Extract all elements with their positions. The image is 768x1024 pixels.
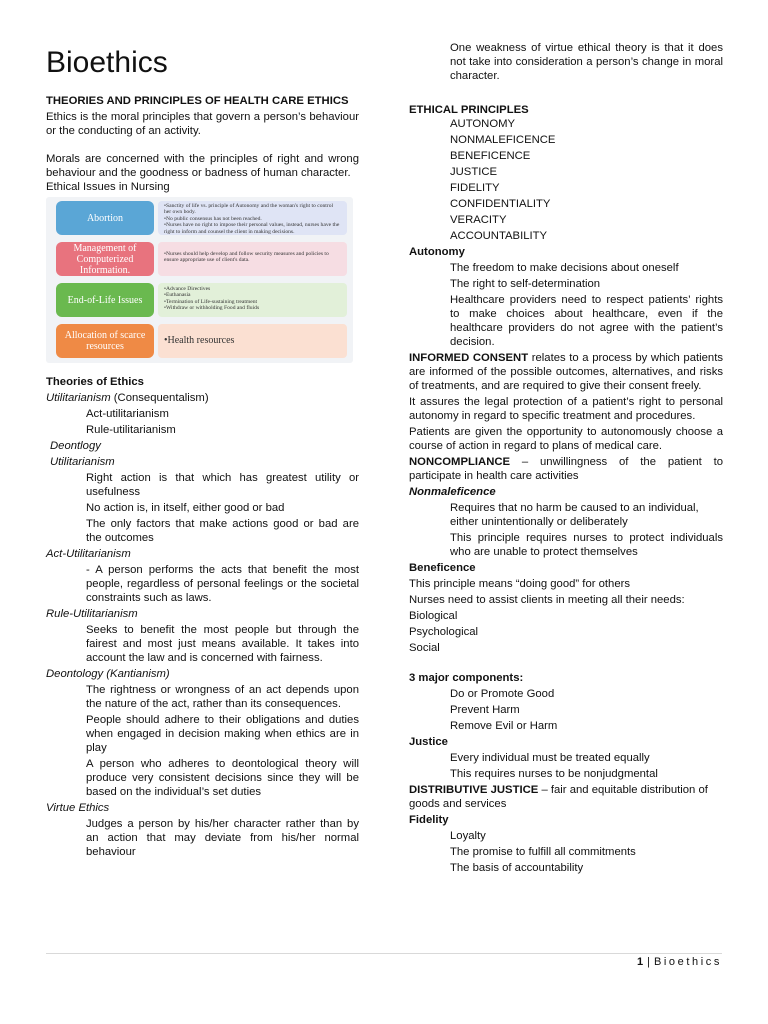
diagram-row-abortion (50, 199, 349, 237)
fidelity-point: The promise to fulfill all commitments (450, 846, 636, 858)
act-util-heading: Act-Utilitarianism (46, 548, 131, 560)
deontology-point: People should adhere to their obligations and duties when engaged in decision making when ethics are in play (86, 714, 359, 754)
distributive-justice-term: DISTRIBUTIVE JUSTICE (409, 784, 539, 796)
page-number: 1 (636, 956, 644, 968)
justice-heading: Justice (409, 736, 448, 748)
diagram-line: • Termination of Life-sustaining treatment (164, 299, 341, 305)
issues-caption: Ethical Issues in Nursing (46, 181, 170, 193)
fidelity-point: Loyalty (450, 830, 486, 842)
diagram-line: • Health resources (164, 335, 234, 346)
principle-item: FIDELITY (450, 182, 500, 194)
virtue-weakness: One weakness of virtue ethical theory is that it does not take into consideration a person’s change in moral character. (450, 42, 723, 82)
diagram-text-abortion (158, 201, 347, 235)
rule-util-heading: Rule-Utilitarianism (46, 608, 138, 620)
diagram-row-allocation (50, 322, 349, 360)
virtue-text: Judges a person by his/her character rather than by an action that may deviate from his/her normal behaviour (86, 818, 359, 858)
utilitarianism-line (46, 391, 359, 405)
deontology-point: The rightness or wrongness of an act depends upon the nature of the act, rather than its consequences. (86, 684, 359, 710)
principle-item: CONFIDENTIALITY (450, 198, 551, 210)
principle-item: JUSTICE (450, 166, 498, 178)
right-column (409, 41, 723, 877)
justice-point: Every individual must be treated equally (450, 752, 650, 764)
needs-text: Nurses need to assist clients in meeting all their needs: (409, 594, 685, 606)
need-item: Social (409, 642, 440, 654)
autonomy-heading: Autonomy (409, 246, 465, 258)
footer-divider (46, 953, 722, 954)
informed-consent-para-3: Patients are given the opportunity to autonomously choose a course of action in regard to plans of medical care. (409, 426, 723, 452)
informed-consent-text: relates to a process by which patients are informed of the possible outcomes, alternatives, and risks of treatments, and are required to give their consent freely. (409, 352, 723, 392)
diagram-label-abortion: Abortion (56, 201, 154, 235)
util-point: The only factors that make actions good or bad are the outcomes (86, 518, 359, 544)
component-item: Prevent Harm (450, 704, 520, 716)
fidelity-point: The basis of accountability (450, 862, 584, 874)
justice-point: This requires nurses to be nonjudgmental (450, 768, 658, 780)
need-item: Biological (409, 610, 458, 622)
act-util-text: - A person performs the acts that benefit the most people, regardless of personal feelings or the societal constraints such as laws. (86, 564, 359, 604)
component-item: Do or Promote Good (450, 688, 555, 700)
diagram-label-end-of-life: End-of-Life Issues (56, 283, 154, 317)
utilitarianism-label: Utilitarianism (50, 456, 115, 468)
rule-util-text: Seeks to benefit the most people but through the fairest and most just means available. It takes into account the law and is concerned with fairness. (86, 624, 359, 664)
principles-heading: ETHICAL PRINCIPLES (409, 104, 529, 116)
rule-util-item: Rule-utilitarianism (86, 424, 176, 436)
page-footer (637, 955, 722, 969)
component-item: Remove Evil or Harm (450, 720, 558, 732)
noncompliance-text: – unwillingness of the patient to participate in health care activities (409, 456, 723, 482)
ethical-issues-diagram (46, 197, 353, 363)
components-heading: 3 major components: (409, 672, 524, 684)
deontology-point: A person who adheres to deontological theory will produce very consistent decisions since they will be based on the individual’s set duties (86, 758, 359, 798)
deontology-heading: Deontology (Kantianism) (46, 668, 170, 680)
informed-consent-para-2: It assures the legal protection of a patient’s right to personal autonomy in regard to specific treatment and procedures. (409, 396, 723, 422)
util-point: Right action is that which has greatest utility or usefulness (86, 472, 359, 498)
theories-heading: Theories of Ethics (46, 376, 144, 388)
beneficence-text: This principle means “doing good” for others (409, 578, 631, 590)
diagram-text-allocation (158, 324, 347, 358)
diagram-line: • Sanctity of life vs. principle of Autonomy and the woman's right to control her own body. (164, 203, 341, 216)
beneficence-heading: Beneficence (409, 562, 476, 574)
principle-item: VERACITY (450, 214, 507, 226)
need-item: Psychological (409, 626, 479, 638)
page-title: Bioethics (46, 46, 168, 79)
diagram-line: • No public consensus has not been reached. (164, 216, 341, 222)
virtue-heading: Virtue Ethics (46, 802, 110, 814)
distributive-justice-text: – fair and equitable distribution of goods and services (409, 784, 708, 810)
diagram-label-allocation: Allocation of scarce resources (56, 324, 154, 358)
consequentialism-term: (Consequentalism) (110, 392, 209, 404)
util-point: No action is, in itself, either good or bad (86, 502, 285, 514)
principle-item: ACCOUNTABILITY (450, 230, 548, 242)
principle-item: BENEFICENCE (450, 150, 531, 162)
informed-consent-para (409, 351, 723, 393)
diagram-line: • Euthanasia (164, 292, 341, 298)
deontlogy-label: Deontlogy (50, 440, 101, 452)
autonomy-point: The freedom to make decisions about oneself (450, 262, 679, 274)
diagram-row-computerized (50, 240, 349, 278)
act-util-item: Act-utilitarianism (86, 408, 169, 420)
nonmaleficence-point: Requires that no harm be caused to an individual, either unintentionally or deliberately (450, 502, 699, 528)
utilitarianism-term: Utilitarianism (46, 392, 111, 404)
autonomy-point: The right to self-determination (450, 278, 601, 290)
nonmaleficence-point: This principle requires nurses to protect individuals who are unable to protect themselves (450, 532, 723, 558)
distributive-justice-para (409, 783, 723, 811)
diagram-line: • Withdraw or withholding Food and fluids (164, 305, 341, 311)
diagram-line: • Nurses should help develop and follow security measures and policies to ensure appropriate use of client's data. (164, 251, 341, 264)
diagram-line: • Nurses have no right to impose their personal values, instead, nurses have the right to inform and counsel the client in making decisions. (164, 222, 341, 235)
diagram-text-computerized (158, 242, 347, 276)
principle-item: NONMALEFICENCE (450, 134, 556, 146)
nonmaleficence-heading: Nonmaleficence (409, 486, 496, 498)
footer-separator: | (647, 956, 650, 968)
noncompliance-term: NONCOMPLIANCE (409, 456, 511, 468)
morals-definition: Morals are concerned with the principles of right and wrong behaviour and the goodness or badness of human character. (46, 153, 359, 179)
diagram-label-computerized: Management of Computerized Information. (56, 242, 154, 276)
diagram-line: • Advance Directives (164, 286, 341, 292)
principle-item: AUTONOMY (450, 118, 516, 130)
diagram-text-end-of-life (158, 283, 347, 317)
section-heading: THEORIES AND PRINCIPLES OF HEALTH CARE ETHICS (46, 95, 349, 107)
fidelity-heading: Fidelity (409, 814, 449, 826)
noncompliance-para (409, 455, 723, 483)
diagram-row-end-of-life (50, 281, 349, 319)
informed-consent-term: INFORMED CONSENT (409, 352, 529, 364)
left-column (46, 38, 359, 859)
ethics-definition: Ethics is the moral principles that govern a person’s behaviour or the conducting of an activity. (46, 111, 359, 137)
autonomy-point: Healthcare providers need to respect patients’ rights to make choices about healthcare, even if the healthcare providers do not agree with the patient’s decision. (450, 294, 723, 348)
footer-label: Bioethics (653, 956, 722, 968)
